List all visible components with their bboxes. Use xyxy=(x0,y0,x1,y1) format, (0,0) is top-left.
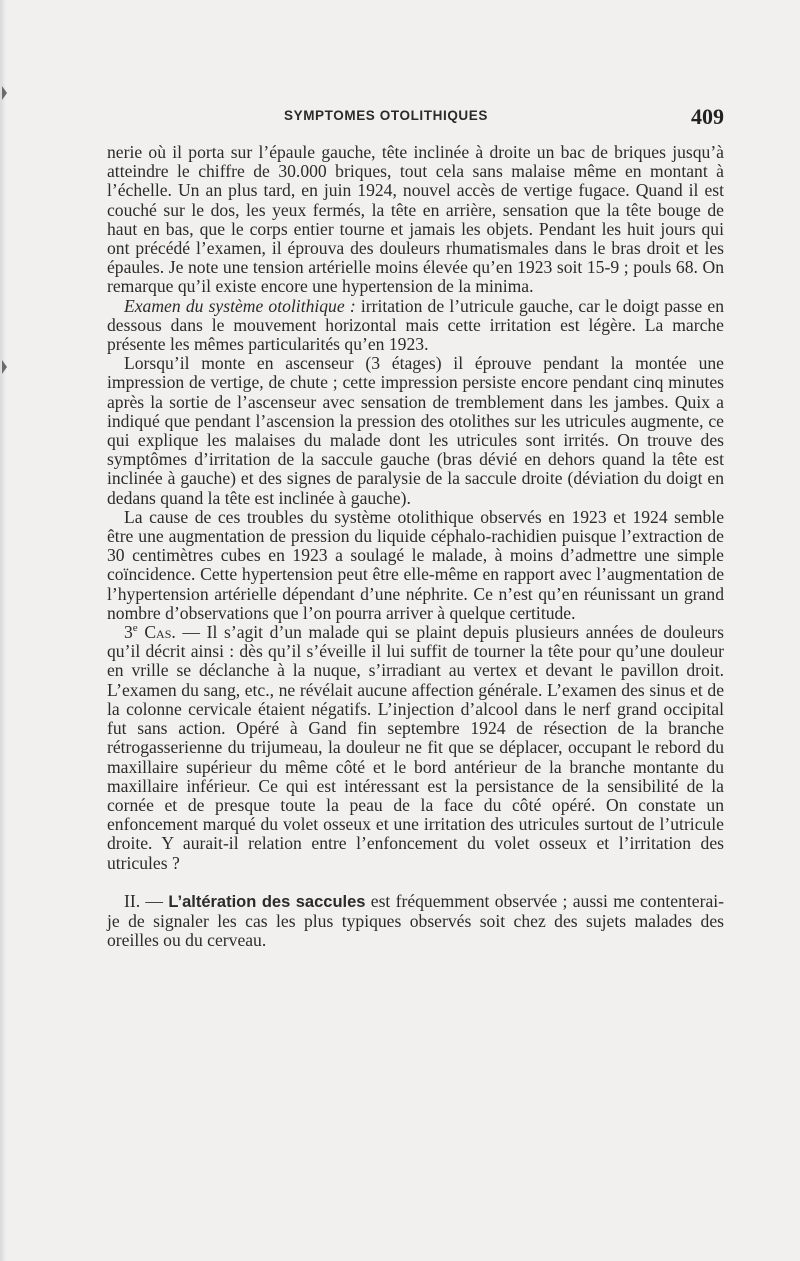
body-text xyxy=(107,143,724,950)
section-heading: L’altération des saccules xyxy=(168,892,366,911)
paragraph-continuation: nerie où il porta sur l’épaule gauche, tête inclinée à droite un bac de briques jusqu’à atteindre le chiffre de 30.000 briques, tout cela sans malaise même en montant à l’échelle. Un an plus tard, en juin 1924, nouvel accès de vertige fugace. Quand il est couché sur le dos, les yeux fermés, la tête en arrière, sensation que la tête bouge de haut en bas, que le corps entier tourne et jamais les objets. Pendant les huit jours qui ont précédé l’examen, il éprouva des douleurs rhumatismales dans le bras droit et les épaules. Je note une tension artérielle moins élevée qu’en 1923 soit 15-9 ; pouls 68. On remarque qu’il existe encore une hypertension de la minima. xyxy=(107,142,724,297)
paragraph-third-case xyxy=(107,623,724,873)
case-number-superscript: e xyxy=(132,622,138,635)
paragraph-examen xyxy=(107,297,724,355)
examen-heading: Examen du système otolithique : xyxy=(124,295,356,316)
case-number: 3 xyxy=(124,622,133,643)
page-gutter xyxy=(0,0,6,1261)
page-header xyxy=(107,104,724,128)
paragraph-saccules xyxy=(107,892,724,951)
section-number: II. — xyxy=(124,890,169,911)
examen-text: irritation de l’utricule gauche, car le doigt passe en dessous dans le mouvement horizontal mais cette irritation est légère. La marche présente les mêmes particularités qu’en 1923. xyxy=(107,295,724,355)
paragraph-ascenseur: Lorsqu’il monte en ascenseur (3 étages) il éprouve pendant la montée une impression de vertige, de chute ; cette impression persiste encore pendant cinq minutes après la sortie de l’ascenseur avec sensation de tremblement dans les jambes. Quix a indiqué que pendant l’ascension la pression des otolithes sur les utricules augmente, ce qui explique les malaises du malade dont les utricules sont irrités. On trouve des symptômes d’irritation de la saccule gauche (bras dévié en dehors quand la tête est inclinée à gauche) et des signes de paralysie de la saccule droite (déviation du doigt en dedans quand la tête est inclinée à gauche). xyxy=(107,353,724,508)
section-text: est fréquemment observée ; aussi me contenterai-je de signaler les cas les plus typiques observés soit chez des sujets malades des oreilles ou du cerveau. xyxy=(107,890,724,951)
case-label: Cas. xyxy=(144,622,176,643)
section-gap xyxy=(107,873,724,892)
paragraph-cause: La cause de ces troubles du système otolithique observés en 1923 et 1924 semble être une augmentation de pression du liquide céphalo-rachidien puisque l’extraction de 30 centimètres cubes en 1923 a soulagé le malade, à moins d’admettre une simple coïncidence. Cette hypertension peut être elle-même en rapport avec l’augmentation de l’hypertension artérielle dépendant d’une néphrite. Ce n’est qu’en réunissant un grand nombre d’observations que l’on pourra arriver à quelque certitude. xyxy=(107,506,724,623)
page-number: 409 xyxy=(691,104,724,129)
third-case-text: — Il s’agit d’un malade qui se plaint depuis plusieurs années de douleurs qu’il décrit ainsi : dès qu’il s’éveille il lui suffit de tourner la tête pour qu’une douleur en vrille se déclanche à la nuque, s’irradiant au vertex et devant le pavillon droit. L’examen du sang, etc., ne révélait aucune affection générale. L’examen des sinus et de la colonne cervicale étaient négatifs. L’injection d’alcool dans le nerf grand occipital fut sans action. Opéré à Gand fin septembre 1924 de résection de la branche rétrogasserienne du trijumeau, la douleur ne fit que se déplacer, occupant le rebord du maxillaire supérieur du même côté et le bord antérieur de la branche montante du maxillaire inférieur. Ce qui est intéressant est la persistance de la sensibilité de la cornée et de presque toute la peau de la face du côté opéré. On constate un enfoncement marqué du volet osseux et une irritation des utricules surtout de l’utricule droite. Y aurait-il relation entre l’enfoncement du volet osseux et l’irritation des utricules ? xyxy=(107,622,724,873)
running-title: SYMPTOMES OTOLITHIQUES xyxy=(284,108,488,123)
